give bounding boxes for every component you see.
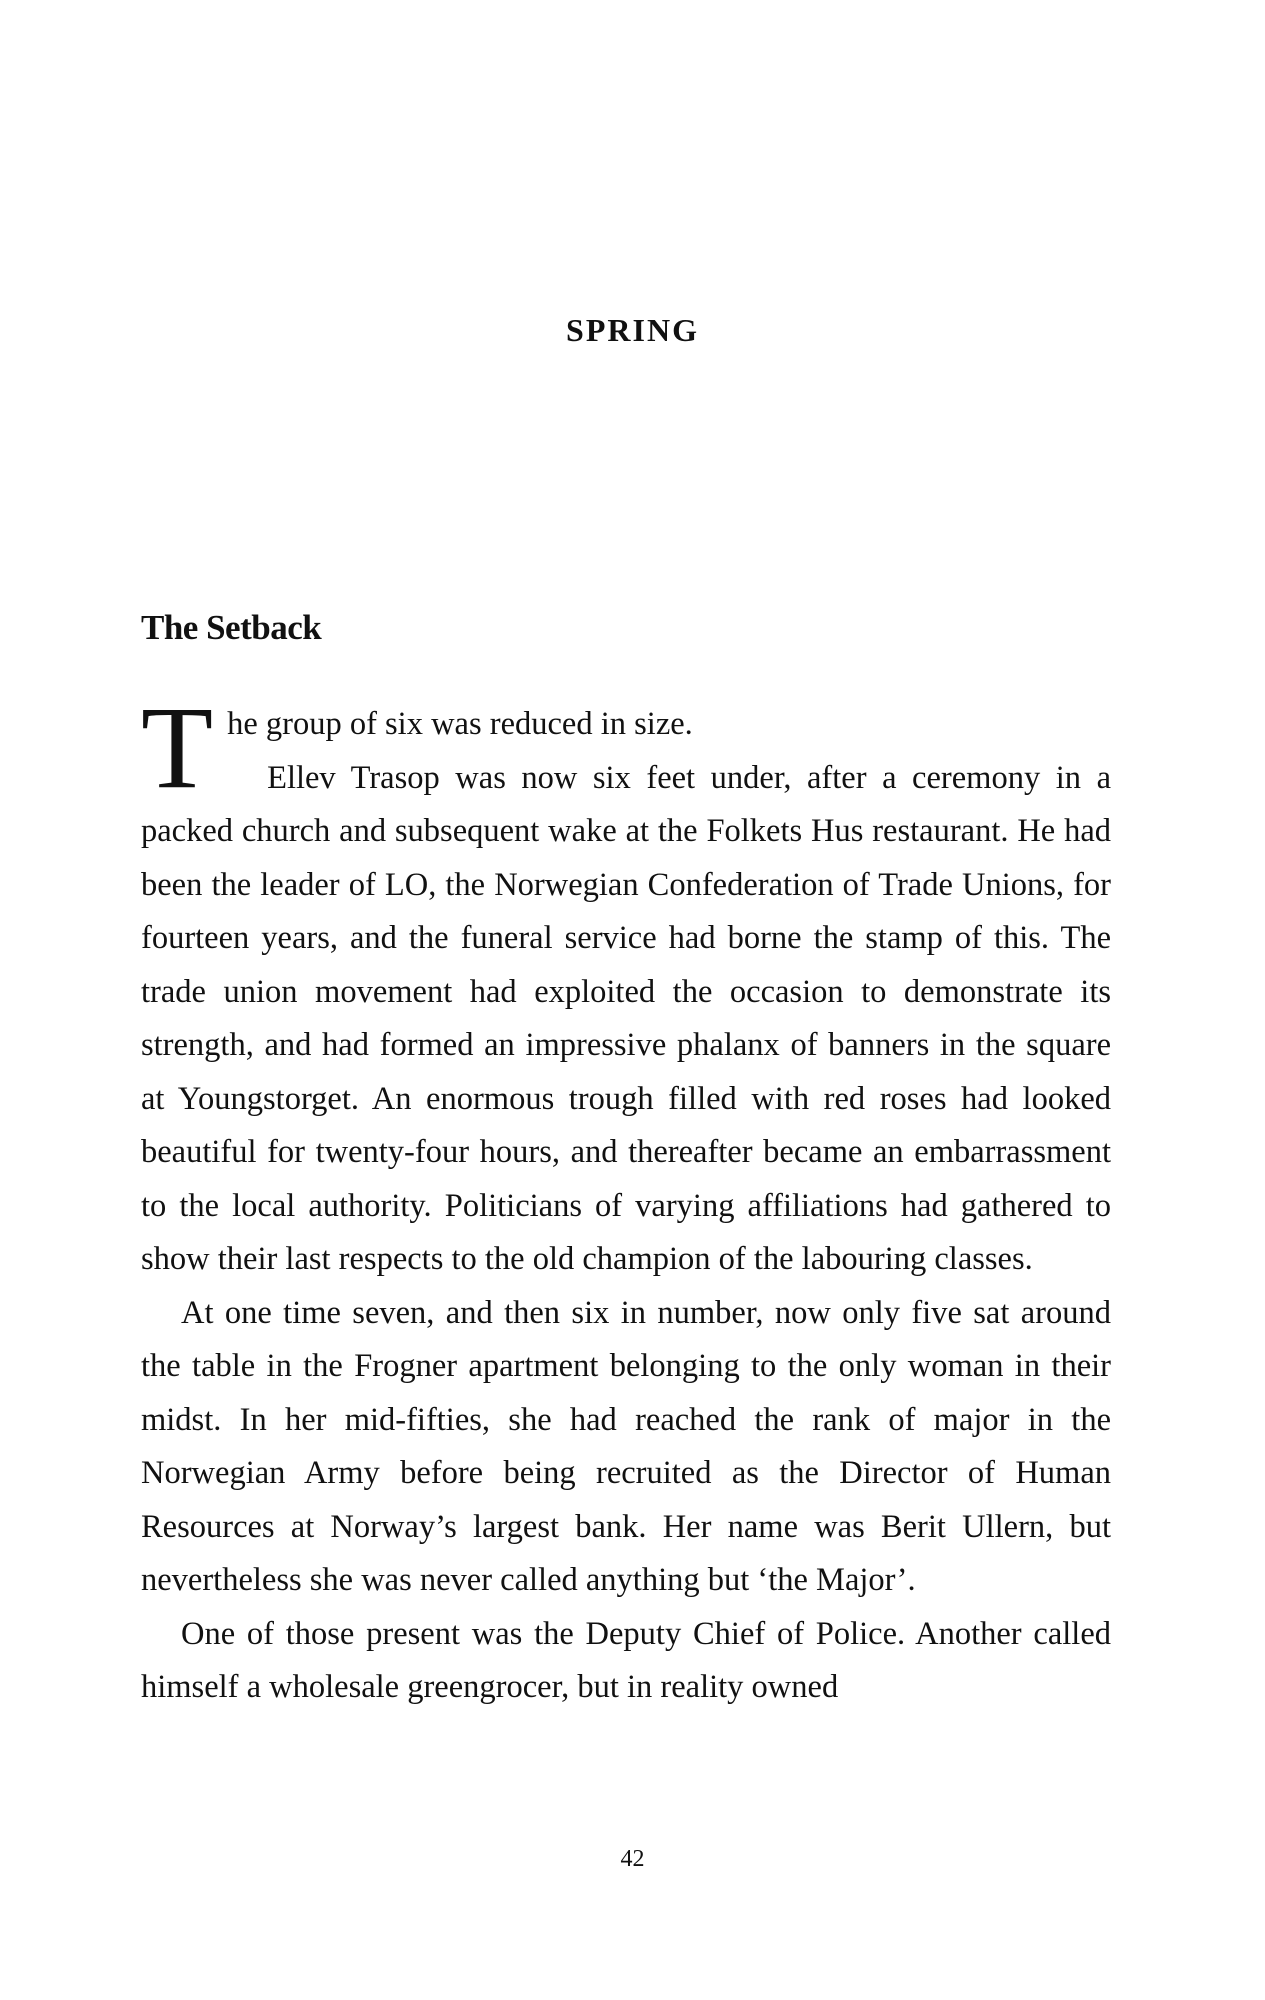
paragraph: One of those present was the Deputy Chief of Police. Another called himself a wholesale greengrocer, but in reality owned bbox=[141, 1615, 1111, 1705]
body-text bbox=[141, 682, 1111, 1715]
part-title: SPRING bbox=[566, 312, 699, 348]
chapter-title: The Setback bbox=[141, 608, 322, 647]
paragraph: At one time seven, and then six in number, now only five sat around the table in the Frogner apartment belonging to the only woman in their midst. In her mid-fifties, she had reached the rank of major in the Norwegian Army before being recruited as the Director of Human Resources at Norway’s largest bank. Her name was Berit Ullern, but nevertheless she was never called anything but ‘the Major’. bbox=[141, 1294, 1111, 1598]
paragraph-text: he group of six was reduced in size. bbox=[227, 706, 693, 742]
page-number: 42 bbox=[620, 1846, 645, 1872]
paragraph: Ellev Trasop was now six feet under, after a ceremony in a packed church and subsequent wake at the Folkets Hus restaurant. He had been the leader of LO, the Norwegian Confederation of Trade Unions, for fourteen years, and the funeral service had borne the stamp of this. The trade union movement had exploited the occasion to demonstrate its strength, and had formed an impressive phalanx of banners in the square at Youngstorget. An enormous trough filled with red roses had looked beautiful for twenty-four hours, and thereafter became an embarrassment to the local authority. Politicians of varying affiliations had gathered to show their last respects to the old champion of the labouring classes. bbox=[141, 759, 1111, 1277]
paragraph-opening bbox=[141, 682, 1111, 813]
drop-cap: T bbox=[141, 682, 214, 813]
